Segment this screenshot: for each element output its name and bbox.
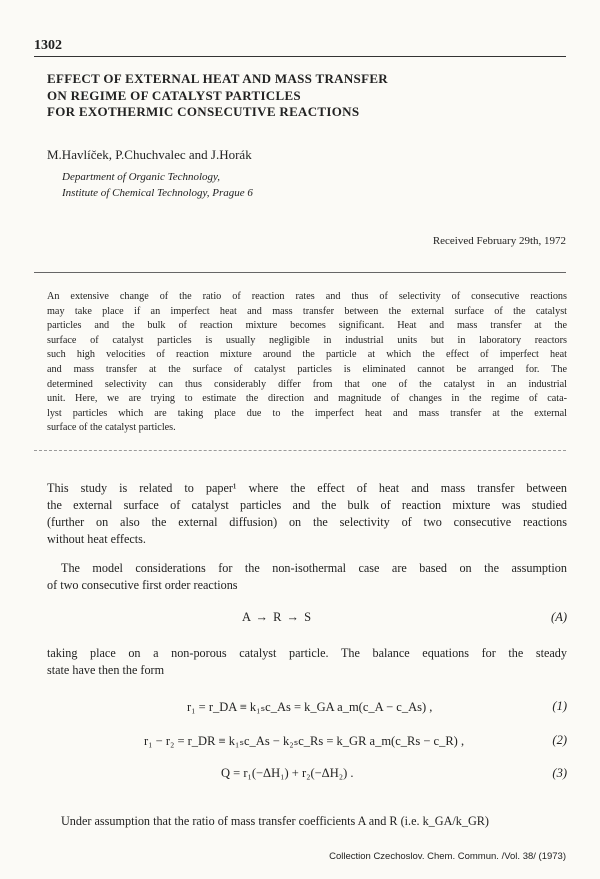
title-line: FOR EXOTHERMIC CONSECUTIVE REACTIONS: [47, 104, 360, 119]
paragraph-2: [47, 560, 567, 594]
journal-footer: Collection Czechoslov. Chem. Commun. /Vol. 38/ (1973): [329, 851, 566, 862]
equation-expression: r₁ = r_DA ≡ k₁ₛc_As = k_GA a_m(c_A − c_As) ,: [187, 700, 433, 714]
abstract-line: particles and the bulk of reaction mixture becomes significant. Heat and mass transfer at the: [47, 320, 567, 332]
abstract-line: surface of catalyst particles is usually negligible in industrial units but in laboratory reactors: [47, 334, 567, 346]
affiliation-department: Department of Organic Technology,: [62, 171, 221, 183]
body-line: of two consecutive first order reactions: [47, 578, 238, 592]
abstract-line: may take place if an imperfect heat and mass transfer between the external surface of the catalyst: [47, 305, 567, 317]
paragraph-1: [47, 480, 567, 548]
equation-A: [47, 610, 567, 628]
body-line: the external surface of catalyst particles and the bulk of reaction mixture was studied: [47, 498, 567, 512]
title-line: ON REGIME OF CATALYST PARTICLES: [47, 87, 301, 103]
equation-number: (1): [552, 699, 567, 713]
paragraph-4: [47, 813, 567, 830]
abstract-line: surface of the catalyst particles.: [47, 422, 176, 434]
received-date: Received February 29th, 1972: [432, 235, 566, 247]
equation-3: [47, 766, 567, 784]
abstract-line: unit. Here, we are trying to estimate the direction and magnitude of changes in the regime of cata-: [47, 393, 567, 405]
abstract-line: An extensive change of the ratio of reaction rates and thus of selectivity of consecutive reactions: [47, 291, 567, 302]
paragraph-3: [47, 645, 567, 679]
equation-expression: Q = r₁(−ΔH₁) + r₂(−ΔH₂) .: [221, 766, 354, 780]
abstract-line: lyst particles which are taking place due to the imperfect heat and mass transfer at the external: [47, 407, 567, 419]
page-number: 1302: [34, 38, 62, 53]
authors: M.Havlíček, P.Chuchvalec and J.Horák: [47, 147, 252, 162]
body-line: state have then the form: [47, 663, 165, 677]
equation-expression: A → R → S: [242, 610, 313, 624]
body-line: The model considerations for the non-isothermal case are based on the assumption: [61, 561, 567, 575]
equation-number: (3): [552, 766, 567, 780]
equation-2: [47, 733, 567, 751]
abstract: [47, 290, 567, 436]
body-line: taking place on a non-porous catalyst particle. The balance equations for the steady: [47, 646, 567, 660]
body-line: Under assumption that the ratio of mass transfer coefficients A and R (i.e. k_GA/k_GR): [61, 814, 489, 828]
abstract-line: determined selectivity can thus considerably differ from that one of the catalyst in an industrial: [47, 378, 567, 390]
article-title: [47, 71, 547, 121]
abstract-top-rule: [34, 272, 566, 273]
body-line: without heat effects.: [47, 532, 146, 546]
body-line: (further on also the external diffusion) on the selectivity of two consecutive reactions: [47, 515, 567, 529]
body-line: This study is related to paper¹ where the effect of heat and mass transfer between: [47, 481, 567, 495]
equation-number: (A): [551, 610, 567, 624]
header-rule: [34, 56, 566, 57]
title-line: EFFECT OF EXTERNAL HEAT AND MASS TRANSFER: [47, 71, 388, 86]
affiliation: [62, 169, 253, 201]
affiliation-institute: Institute of Chemical Technology, Prague 6: [62, 187, 253, 199]
equation-number: (2): [552, 733, 567, 747]
equation-expression: r₁ − r₂ = r_DR ≡ k₁ₛc_As − k₂ₛc_Rs = k_GR a_m(c_Rs − c_R) ,: [144, 734, 465, 748]
abstract-line: such high velocities of reaction mixture around the particle at which the effect of imperfect heat: [47, 349, 567, 361]
abstract-line: and mass transfer at the surface of catalyst particles is eliminated cannot be arranged for. The: [47, 363, 567, 375]
abstract-bottom-rule: [34, 450, 566, 451]
equation-1: [47, 699, 567, 717]
